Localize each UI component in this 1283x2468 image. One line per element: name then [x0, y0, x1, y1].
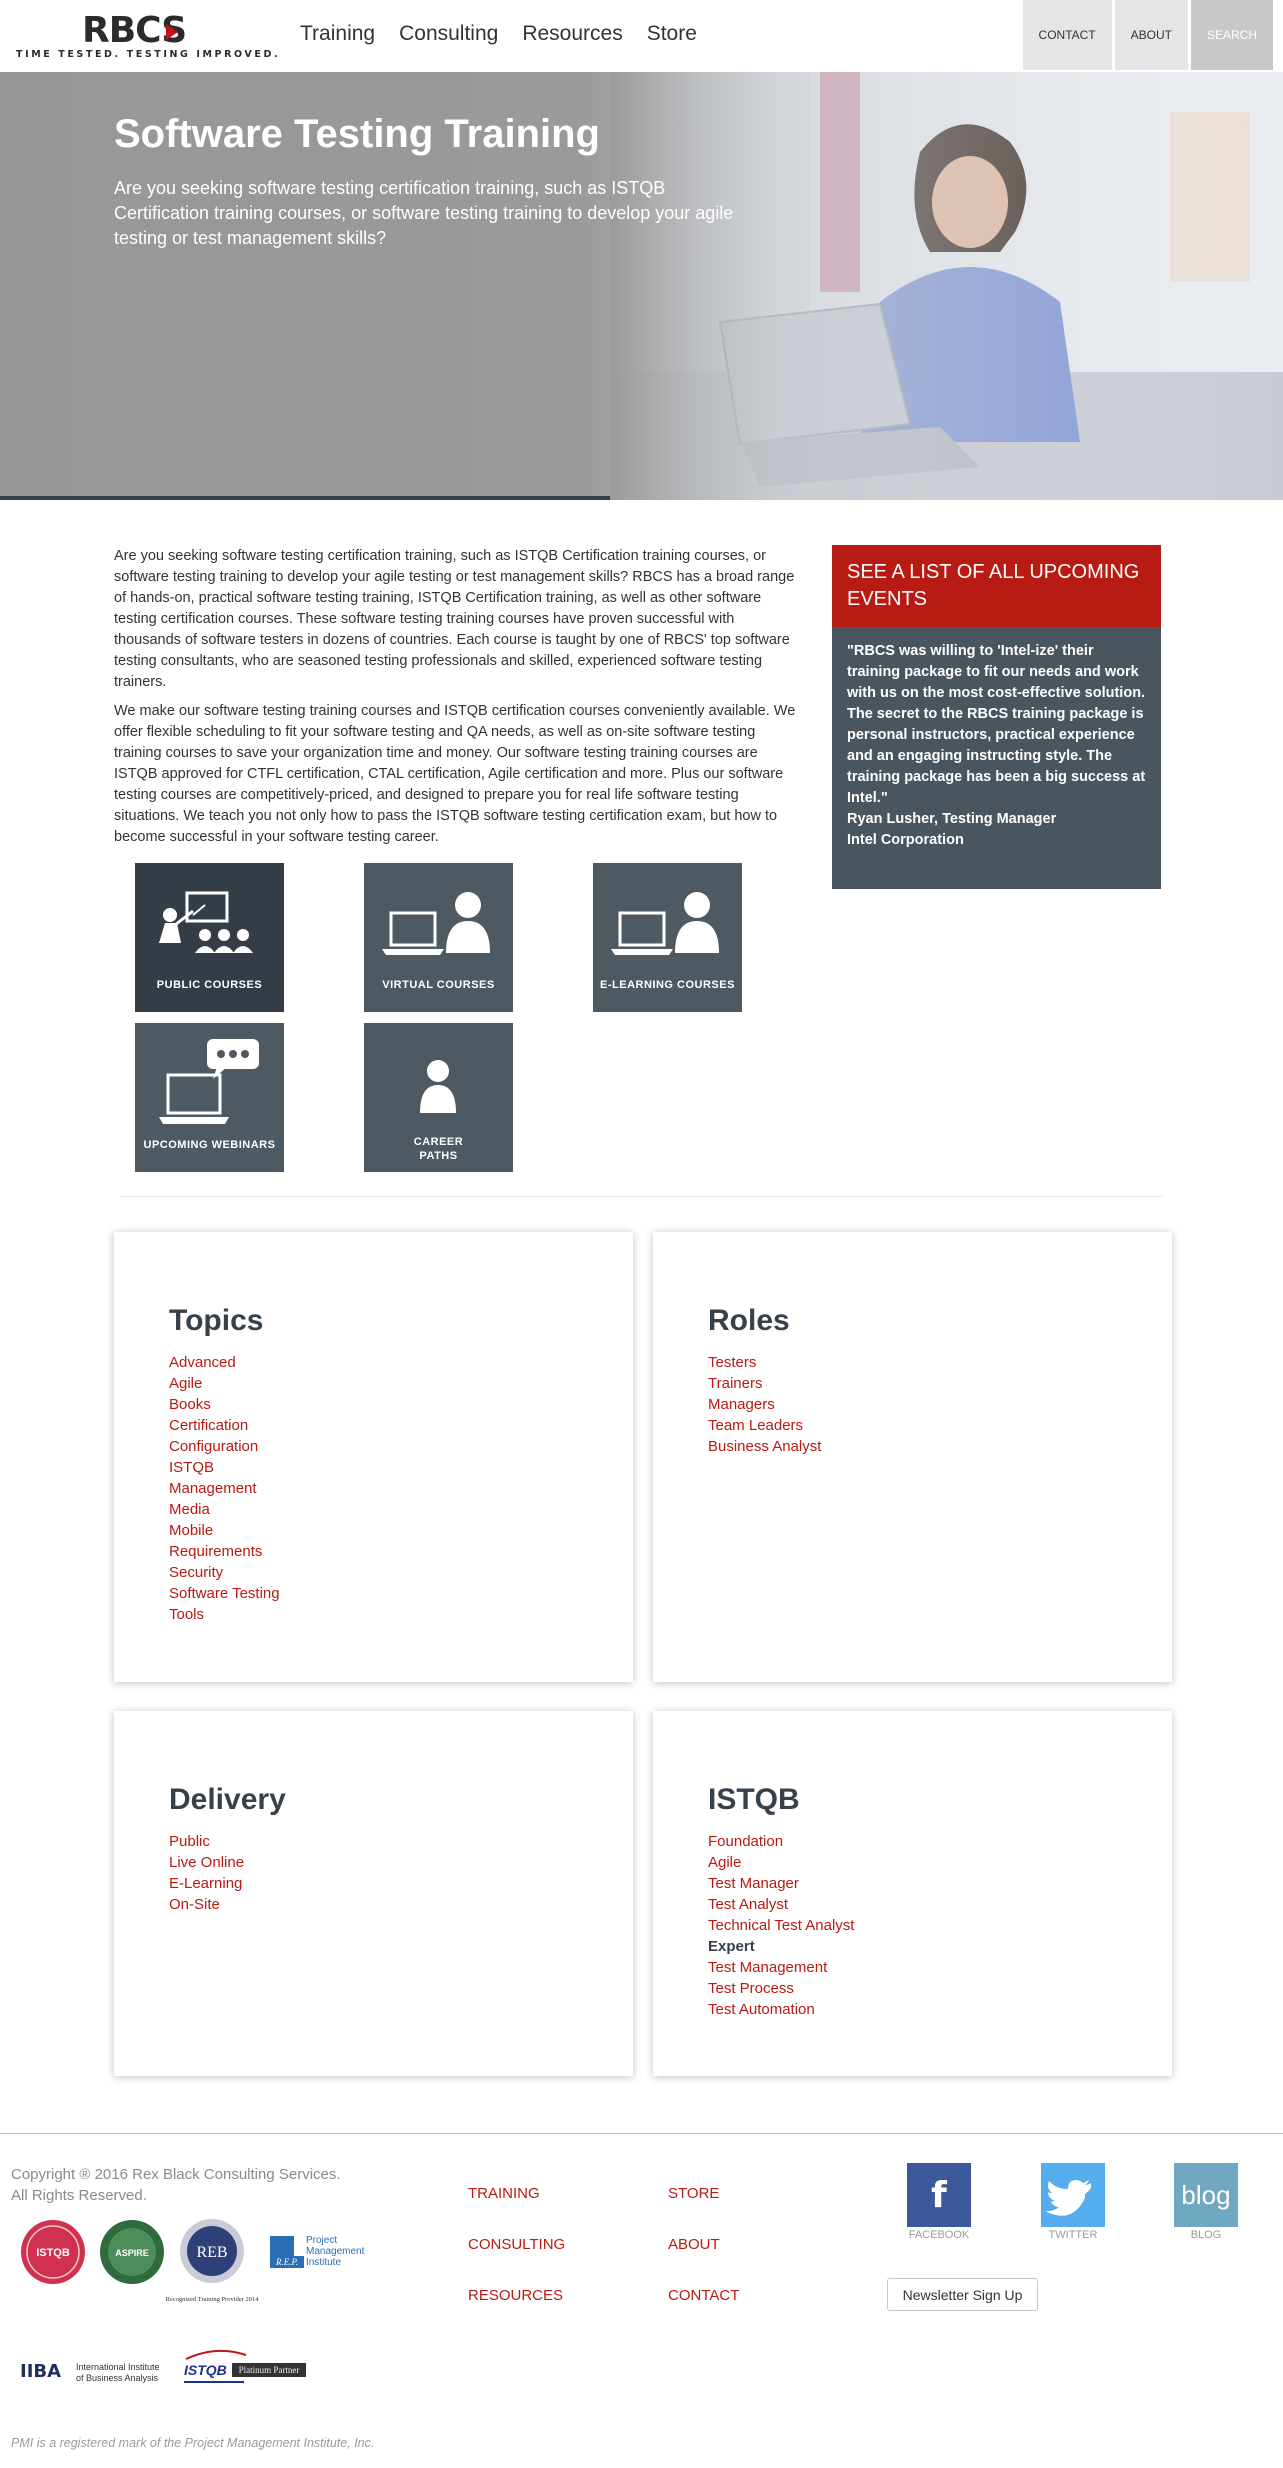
virtual-courses-tile[interactable]	[364, 863, 513, 1012]
topic-link[interactable]: Configuration	[169, 1438, 259, 1455]
istqb-link[interactable]: Technical Test Analyst	[708, 1917, 855, 1934]
tile-label: CAREER	[413, 1136, 464, 1148]
roles-list	[708, 1352, 821, 1457]
istqb-link[interactable]: Foundation	[708, 1833, 784, 1850]
iiba-line: of Business Analysis	[76, 2373, 159, 2383]
hero-banner	[0, 72, 1283, 500]
seal-text: ASPIRE	[115, 2248, 149, 2258]
role-link[interactable]: Business Analyst	[708, 1438, 822, 1455]
topic-link[interactable]: Security	[169, 1564, 224, 1581]
topic-link[interactable]: Software Testing	[169, 1585, 280, 1602]
upcoming-events-button[interactable]: SEE A LIST OF ALL UPCOMING EVENTS	[832, 545, 1161, 627]
topics-list	[169, 1352, 280, 1625]
social-label: FACEBOOK	[908, 2229, 970, 2241]
topic-link[interactable]: Tools	[169, 1606, 205, 1623]
logo-wordmark: RBCS	[82, 10, 187, 51]
roles-card	[653, 1232, 1172, 1682]
istqb-subheading: Expert	[708, 1938, 755, 1955]
social-label: BLOG	[1190, 2229, 1222, 2241]
role-link[interactable]: Managers	[708, 1396, 775, 1413]
nav-consulting[interactable]: Consulting	[399, 22, 499, 45]
card-title: ISTQB	[708, 1783, 800, 1816]
delivery-card	[114, 1711, 633, 2076]
iiba-mark: IIBA	[20, 2361, 62, 2382]
footer-link-about[interactable]: ABOUT	[668, 2236, 720, 2253]
twitter-icon	[1041, 2163, 1105, 2227]
copyright-line: All Rights Reserved.	[11, 2187, 147, 2204]
intro-paragraph: We make our software testing training courses and ISTQB certification courses conveniently available. We offer flexible scheduling to fit your software testing and QA needs, as well as on-site software testing training courses to save your organization time and money. Our software testing training courses are ISTQB approved for CTFL certification, CTAL certification, Agile certification and more. Plus our software testing courses are competitively-priced, and designed to prepare you for real life software testing situations. We teach you not only how to pass the ISTQB software testing certification exam, but how to become successful in your software testing career.	[114, 703, 796, 845]
istqb-platinum-partner-logo	[180, 2345, 308, 2391]
copyright	[11, 2164, 341, 2206]
istqb-link[interactable]: Test Automation	[708, 2001, 815, 2018]
istqb-accredited-seal	[18, 2217, 88, 2287]
facebook-link[interactable]	[907, 2163, 971, 2241]
blog-icon: blog	[1174, 2163, 1238, 2227]
testimonial-box	[832, 627, 1161, 889]
role-link[interactable]: Trainers	[708, 1375, 763, 1392]
pmi-rep-text: R.E.P.	[275, 2257, 299, 2267]
topic-link[interactable]: Management	[169, 1480, 257, 1497]
role-link[interactable]: Team Leaders	[708, 1417, 804, 1434]
topic-link[interactable]: Books	[169, 1396, 211, 1413]
iiba-line: International Institute	[76, 2362, 160, 2372]
seal-text: ISTQB	[36, 2247, 70, 2259]
aspire-seal	[97, 2217, 167, 2287]
rbcs-logo[interactable]	[16, 10, 281, 62]
section-divider	[120, 1196, 1163, 1197]
intro-text	[114, 546, 802, 848]
social-label: TWITTER	[1048, 2229, 1098, 2241]
topic-link[interactable]: Media	[169, 1501, 210, 1518]
utility-nav	[1023, 0, 1273, 70]
istqb-wordmark: ISTQB	[184, 2362, 227, 2378]
istqb-link[interactable]: Test Process	[708, 1980, 794, 1997]
istqb-list	[708, 1831, 854, 2020]
footer-link-store[interactable]: STORE	[668, 2185, 720, 2202]
public-courses-tile[interactable]	[135, 863, 284, 1012]
footer-link-training[interactable]: TRAINING	[468, 2185, 540, 2202]
istqb-link[interactable]: Test Management	[708, 1959, 828, 1976]
site-header	[0, 0, 1283, 72]
main-nav	[300, 22, 697, 46]
delivery-link[interactable]: Live Online	[169, 1854, 245, 1871]
search-button[interactable]: SEARCH	[1191, 0, 1273, 70]
tile-label: UPCOMING WEBINARS	[143, 1139, 276, 1151]
copyright-line: Copyright ® 2016 Rex Black Consulting Services.	[11, 2166, 341, 2183]
blog-link[interactable]	[1174, 2163, 1238, 2241]
tile-label: PATHS	[419, 1150, 458, 1162]
pmi-rep-logo	[262, 2232, 366, 2276]
istqb-link[interactable]: Test Analyst	[708, 1896, 789, 1913]
footer-link-consulting[interactable]: CONSULTING	[468, 2236, 566, 2253]
tile-label: PUBLIC COURSES	[156, 979, 263, 991]
facebook-icon: f	[907, 2163, 971, 2227]
play-icon	[166, 24, 178, 40]
seal-text: REB	[196, 2244, 228, 2261]
delivery-list	[169, 1831, 244, 1915]
istqb-link[interactable]: Test Manager	[708, 1875, 799, 1892]
hero-subtitle: Are you seeking software testing certification training, such as ISTQB Certification training courses, or software testing training to develop your agile testing or test management skills?	[114, 178, 734, 248]
logo-tagline: TIME TESTED. TESTING IMPROVED.	[16, 49, 281, 60]
twitter-link[interactable]	[1041, 2163, 1105, 2241]
nav-store[interactable]: Store	[646, 22, 697, 45]
newsletter-signup-button[interactable]: Newsletter Sign Up	[887, 2278, 1038, 2311]
platinum-text: Platinum Partner	[238, 2365, 300, 2375]
delivery-link[interactable]: On-Site	[169, 1896, 220, 1913]
iiba-logo	[18, 2355, 168, 2389]
footer-link-contact[interactable]: CONTACT	[668, 2287, 740, 2304]
topic-link[interactable]: Advanced	[169, 1354, 236, 1371]
pmi-line: Project	[306, 2235, 338, 2246]
role-link[interactable]: Testers	[708, 1354, 757, 1371]
istqb-card	[653, 1711, 1172, 2076]
intro-paragraph: Are you seeking software testing certification training, such as ISTQB Certification training courses, or software testing training to develop your agile testing or test management skills? RBCS has a broad range of hands-on, practical software testing training, ISTQB Certification training, as well as other software testing certification courses. These software testing training courses have proven successful with thousands of software testers in dozens of countries. Each course is taught by one of RBCS' top software testing consultants, who are seasoned testing professionals and skilled, experienced software testing trainers.	[114, 548, 795, 690]
nav-resources[interactable]: Resources	[522, 22, 623, 45]
footer-divider	[0, 2133, 1283, 2134]
nav-training[interactable]: Training	[300, 22, 376, 45]
about-button[interactable]: ABOUT	[1115, 0, 1188, 70]
delivery-link[interactable]: Public	[169, 1833, 210, 1850]
istqb-link[interactable]: Agile	[708, 1854, 742, 1871]
testimonial-quote: "RBCS was willing to 'Intel-ize' their training package to fit our needs and work with us on the most cost-effective solution. The secret to the RBCS training package is personal instructors, practical experience and an engaging instructing style. The training package has been a big success at Intel."	[847, 643, 1146, 806]
tile-label: VIRTUAL COURSES	[382, 979, 495, 991]
card-title: Topics	[169, 1304, 264, 1337]
testimonial-author: Ryan Lusher, Testing Manager	[847, 811, 1057, 827]
pmi-line: Institute	[306, 2257, 342, 2268]
contact-button[interactable]: CONTACT	[1023, 0, 1112, 70]
topic-link[interactable]: Mobile	[169, 1522, 214, 1539]
topic-link[interactable]: ISTQB	[169, 1459, 215, 1476]
seal-caption: Recognized Training Provider 2014	[165, 2296, 259, 2303]
elearning-courses-tile[interactable]	[593, 863, 742, 1012]
topic-link[interactable]: Requirements	[169, 1543, 263, 1560]
topic-link[interactable]: Agile	[169, 1375, 203, 1392]
upcoming-webinars-tile[interactable]	[135, 1023, 284, 1172]
hero-title: Software Testing Training	[114, 112, 600, 156]
pmi-line: Management	[306, 2246, 365, 2257]
delivery-link[interactable]: E-Learning	[169, 1875, 243, 1892]
testimonial-company: Intel Corporation	[847, 832, 964, 848]
topic-link[interactable]: Certification	[169, 1417, 249, 1434]
tile-label: E-LEARNING COURSES	[600, 979, 735, 991]
career-paths-tile[interactable]	[364, 1023, 513, 1172]
reb-seal	[165, 2217, 259, 2311]
footer-link-resources[interactable]: RESOURCES	[468, 2287, 564, 2304]
card-title: Roles	[708, 1304, 790, 1337]
pmi-disclaimer: PMI is a registered mark of the Project Management Institute, Inc.	[11, 2436, 375, 2450]
topics-card	[114, 1232, 633, 1682]
card-title: Delivery	[169, 1783, 286, 1816]
hero-photo-woman-laptop	[610, 72, 1283, 500]
